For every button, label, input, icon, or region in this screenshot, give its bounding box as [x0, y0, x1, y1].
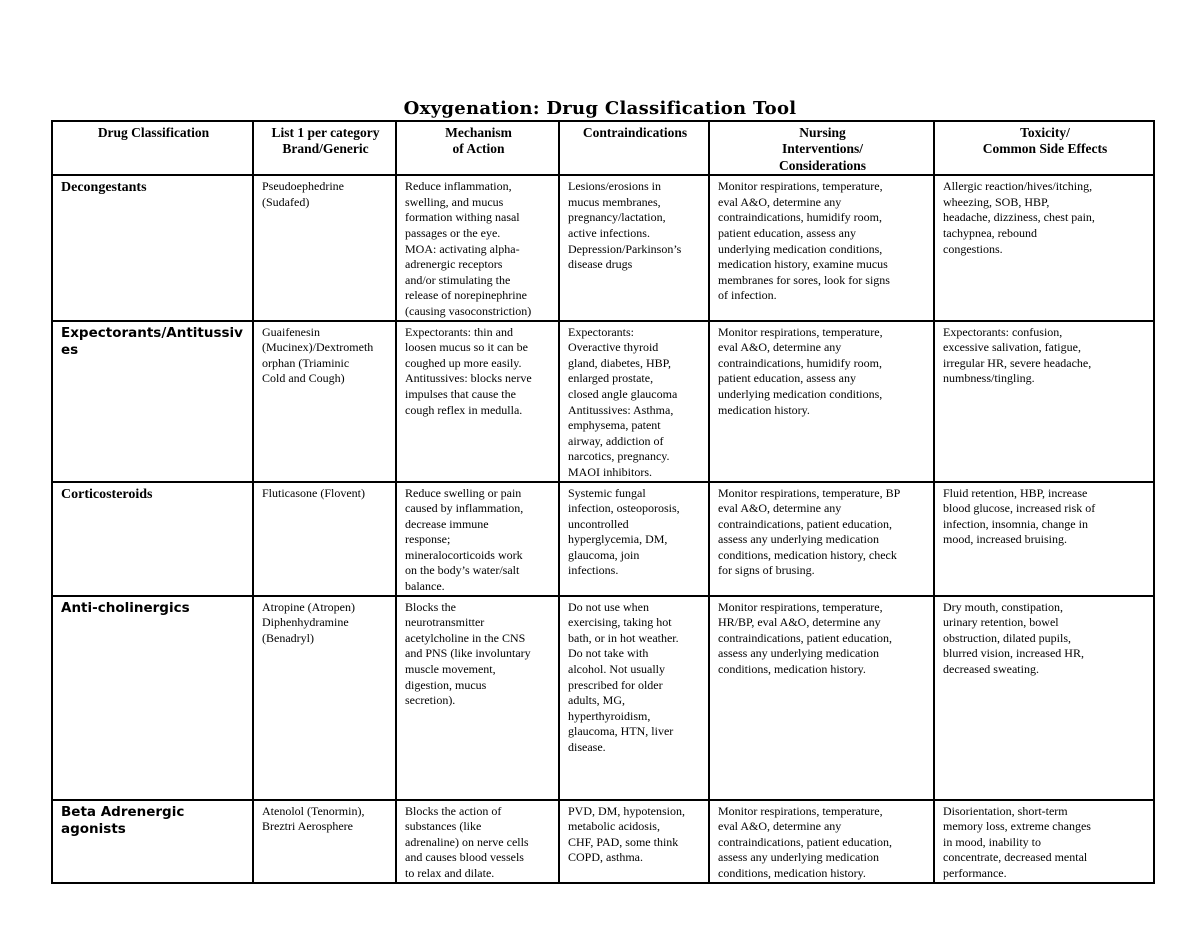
header-row — [52, 121, 1154, 175]
toxicity-cell: Disorientation, short-term memory loss, extreme changes in mood, inability to concentrate, decreased mental performance. — [934, 800, 1154, 883]
header-drug-classification: Drug Classification — [52, 121, 253, 175]
classification-cell: Decongestants — [52, 175, 253, 320]
header-nursing-interventions: Nursing Interventions/ Considerations — [709, 121, 934, 175]
classification-cell: Corticosteroids — [52, 482, 253, 596]
toxicity-cell: Dry mouth, constipation, urinary retention, bowel obstruction, dilated pupils, blurred vision, increased HR, decreased sweating. — [934, 596, 1154, 800]
toxicity-cell: Expectorants: confusion, excessive salivation, fatigue, irregular HR, severe headache, numbness/tingling. — [934, 321, 1154, 482]
mechanism-cell: Reduce inflammation, swelling, and mucus formation withing nasal passages or the eye. MOA: activating alpha- adrenergic receptors and/or stimulating the release of norepinephrine (causing vasoconstriction) — [396, 175, 559, 320]
nursing-cell: Monitor respirations, temperature, BP eval A&O, determine any contraindications, patient education, assess any underlying medication conditions, medication history, check for signs of brusing. — [709, 482, 934, 596]
classification-cell: Beta Adrenergic agonists — [52, 800, 253, 883]
mechanism-cell: Blocks the neurotransmitter acetylcholine in the CNS and PNS (like involuntary muscle movement, digestion, mucus secretion). — [396, 596, 559, 800]
classification-cell: Anti-cholinergics — [52, 596, 253, 800]
table-row — [52, 321, 1154, 482]
mechanism-cell: Expectorants: thin and loosen mucus so it can be coughed up more easily. Antitussives: blocks nerve impulses that cause the cough reflex in medulla. — [396, 321, 559, 482]
drug-classification-table — [51, 120, 1155, 884]
toxicity-cell: Fluid retention, HBP, increase blood glucose, increased risk of infection, insomnia, change in mood, increased bruising. — [934, 482, 1154, 596]
table-row — [52, 482, 1154, 596]
header-mechanism: Mechanism of Action — [396, 121, 559, 175]
table-row — [52, 596, 1154, 800]
table-row — [52, 175, 1154, 320]
drug-cell: Pseudoephedrine (Sudafed) — [253, 175, 396, 320]
toxicity-cell: Allergic reaction/hives/itching, wheezing, SOB, HBP, headache, dizziness, chest pain, tachypnea, rebound congestions. — [934, 175, 1154, 320]
nursing-cell: Monitor respirations, temperature, eval A&O, determine any contraindications, humidify room, patient education, assess any underlying medication conditions, medication history. — [709, 321, 934, 482]
nursing-cell: Monitor respirations, temperature, eval A&O, determine any contraindications, patient education, assess any underlying medication conditions, medication history. — [709, 800, 934, 883]
header-brand-generic: List 1 per category Brand/Generic — [253, 121, 396, 175]
mechanism-cell: Reduce swelling or pain caused by inflammation, decrease immune response; mineralocorticoids work on the body’s water/salt balance. — [396, 482, 559, 596]
contraindications-cell: Lesions/erosions in mucus membranes, pregnancy/lactation, active infections. Depression/Parkinson’s disease drugs — [559, 175, 709, 320]
contraindications-cell: Expectorants: Overactive thyroid gland, diabetes, HBP, enlarged prostate, closed angle glaucoma Antitussives: Asthma, emphysema, patent airway, addiction of narcotics, pregnancy. MAOI inhibitors. — [559, 321, 709, 482]
contraindications-cell: PVD, DM, hypotension, metabolic acidosis, CHF, PAD, some think COPD, asthma. — [559, 800, 709, 883]
header-contraindications: Contraindications — [559, 121, 709, 175]
contraindications-cell: Systemic fungal infection, osteoporosis, uncontrolled hyperglycemia, DM, glaucoma, join infections. — [559, 482, 709, 596]
drug-cell: Fluticasone (Flovent) — [253, 482, 396, 596]
drug-cell: Atenolol (Tenormin), Breztri Aerosphere — [253, 800, 396, 883]
table-row — [52, 800, 1154, 883]
mechanism-cell: Blocks the action of substances (like adrenaline) on nerve cells and causes blood vessels to relax and dilate. — [396, 800, 559, 883]
document-title: Oxygenation: Drug Classification Tool — [403, 98, 797, 119]
nursing-cell: Monitor respirations, temperature, HR/BP, eval A&O, determine any contraindications, patient education, assess any underlying medication conditions, medication history. — [709, 596, 934, 800]
contraindications-cell: Do not use when exercising, taking hot bath, or in hot weather. Do not take with alcohol. Not usually prescribed for older adults, MG, hyperthyroidism, glaucoma, HTN, liver disease. — [559, 596, 709, 800]
classification-cell: Expectorants/Antitussives — [52, 321, 253, 482]
nursing-cell: Monitor respirations, temperature, eval A&O, determine any contraindications, humidify room, patient education, assess any underlying medication conditions, medication history, examine mucus membranes for sores, look for signs of infection. — [709, 175, 934, 320]
header-toxicity: Toxicity/ Common Side Effects — [934, 121, 1154, 175]
drug-cell: Guaifenesin (Mucinex)/Dextrometh orphan (Triaminic Cold and Cough) — [253, 321, 396, 482]
drug-cell: Atropine (Atropen) Diphenhydramine (Benadryl) — [253, 596, 396, 800]
